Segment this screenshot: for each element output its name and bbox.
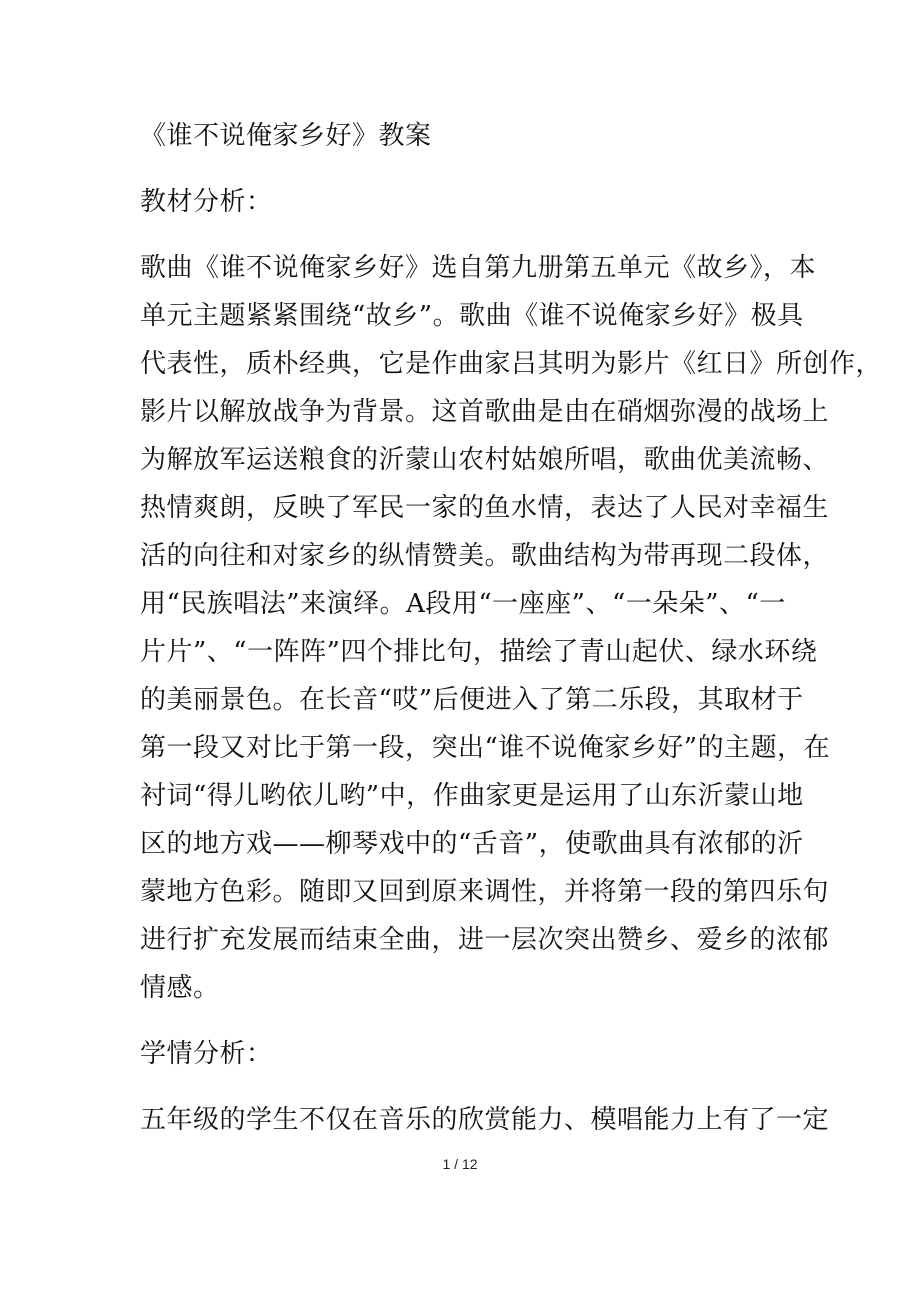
page-title: 《谁不说俺家乡好》教案: [140, 121, 432, 151]
paragraph-line: 影片以解放战争为背景。这首歌曲是由在硝烟弥漫的战场上: [140, 397, 830, 427]
paragraph-line: 为解放军运送粮食的沂蒙山农村姑娘所唱，歌曲优美流畅、: [140, 445, 830, 475]
paragraph-line: 的美丽景色。在长音“哎”后便进入了第二乐段，其取材于: [140, 685, 804, 715]
document-content: [140, 112, 883, 1162]
paragraph-line: 热情爽朗，反映了军民一家的鱼水情，表达了人民对幸福生: [140, 493, 830, 523]
paragraph-line: 蒙地方色彩。随即又回到原来调性，并将第一段的第四乐句: [140, 877, 830, 907]
paragraph-line: 第一段又对比于第一段，突出“谁不说俺家乡好”的主题，在: [140, 733, 831, 763]
paragraph-line: 歌曲《谁不说俺家乡好》选自第九册第五单元《故乡》，本: [140, 253, 817, 283]
paragraph-line: 区的地方戏——柳琴戏中的“舌音”，使歌曲具有浓郁的沂: [140, 829, 804, 859]
paragraph-line: 衬词“得儿哟依儿哟”中，作曲家更是运用了山东沂蒙山地: [140, 781, 804, 811]
paragraph-line: 片片”、“一阵阵”四个排比句，描绘了青山起伏、绿水环绕: [140, 637, 818, 667]
paragraph-line: 单元主题紧紧围绕“故乡”。歌曲《谁不说俺家乡好》极具: [140, 301, 804, 331]
section-heading-student-analysis: 学情分析：: [140, 1039, 273, 1069]
paragraph-line: 进行扩充发展而结束全曲，进一层次突出赞乡、爱乡的浓郁: [140, 925, 830, 955]
paragraph-line: 五年级的学生不仅在音乐的欣赏能力、模唱能力上有了一定: [140, 1105, 830, 1135]
material-analysis-paragraph: [140, 244, 883, 1012]
student-analysis-paragraph: [140, 1096, 830, 1144]
paragraph-line: 用“民族唱法”来演绎。A段用“一座座”、“一朵朵”、“一: [140, 589, 786, 619]
paragraph-line: 代表性，质朴经典，它是作曲家吕其明为影片《红日》所创作，: [140, 349, 883, 379]
paragraph-line: 活的向往和对家乡的纵情赞美。歌曲结构为带再现二段体，: [140, 541, 830, 571]
section-heading-material-analysis: 教材分析：: [140, 187, 273, 217]
paragraph-line: 情感。: [140, 973, 220, 1003]
page-number: 1 / 12: [442, 1156, 478, 1172]
